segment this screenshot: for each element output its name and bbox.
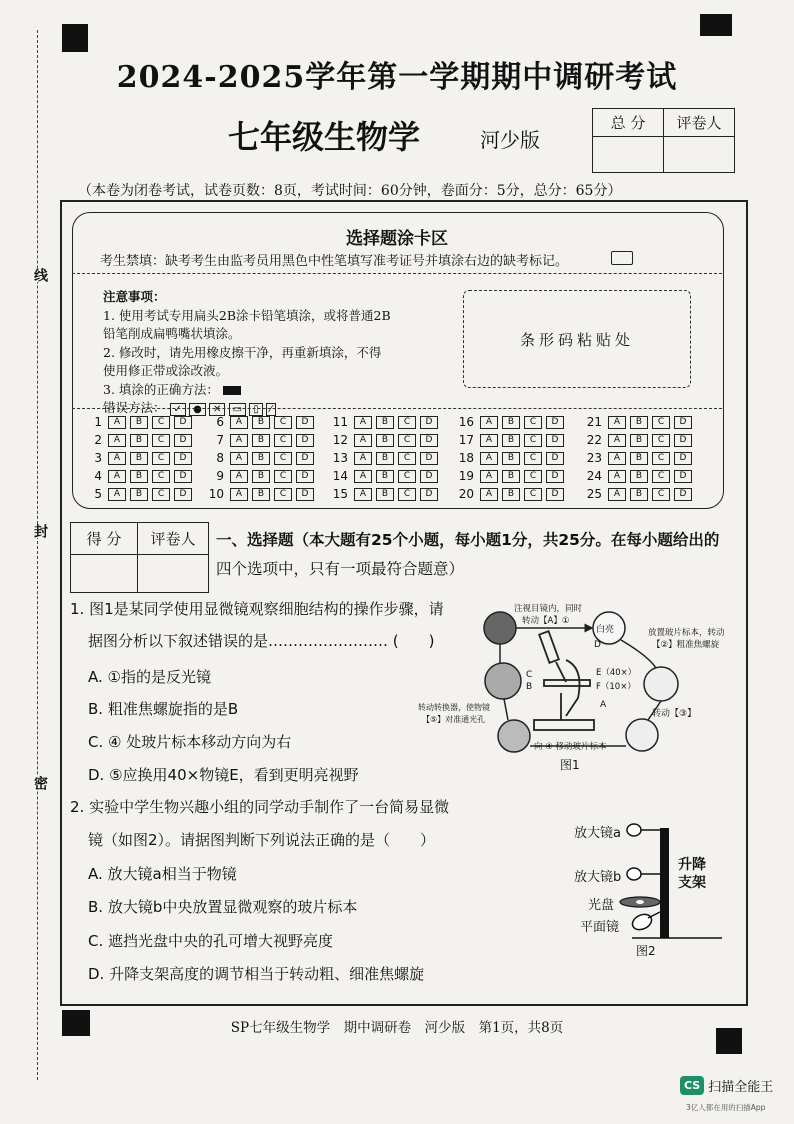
answer-bubble[interactable]: A <box>480 434 498 447</box>
answer-bubble[interactable]: D <box>674 470 692 483</box>
margin-label-seal: 封 <box>32 524 48 538</box>
answer-bubble[interactable]: C <box>652 452 670 465</box>
answer-row <box>584 433 696 447</box>
answer-row <box>84 433 196 447</box>
q1-stem: 1. 图1是某同学使用显微镜观察细胞结构的操作步骤，请 <box>70 600 444 618</box>
question-number: 18 <box>458 451 474 465</box>
scanner-brand: 扫描全能王 <box>708 1080 774 1095</box>
fig1-label: 放置玻片标本，转动 <box>648 628 725 638</box>
answer-bubble[interactable]: C <box>524 488 542 501</box>
answer-bubble[interactable]: B <box>630 470 648 483</box>
answer-row <box>330 469 442 483</box>
answer-bubble[interactable]: B <box>502 470 520 483</box>
answer-bubble[interactable]: A <box>230 416 248 429</box>
answer-bubble[interactable]: D <box>174 488 192 501</box>
answer-bubble[interactable]: A <box>354 452 372 465</box>
exam-info: （本卷为闭卷考试，试卷页数：8页，考试时间：60分钟，卷面分：5分，总分：65分） <box>78 183 622 199</box>
answer-bubble[interactable]: A <box>608 488 626 501</box>
answer-bubble[interactable]: B <box>252 488 270 501</box>
page-footer: SP七年级生物学 期中调研卷 河少版 第1页，共8页 <box>230 1020 564 1036</box>
notes-title: 注意事项： <box>103 289 166 304</box>
fig1-label: 【⑤】对准通光孔 <box>422 715 486 724</box>
question-number: 2 <box>94 433 102 447</box>
answer-bubble[interactable]: C <box>652 434 670 447</box>
answer-bubble[interactable]: C <box>398 470 416 483</box>
question-number: 9 <box>216 469 224 483</box>
answer-row <box>456 415 568 429</box>
total-score-label: 总 分 <box>593 109 664 137</box>
answer-bubble[interactable]: C <box>524 434 542 447</box>
answer-row <box>84 487 196 501</box>
answer-bubble[interactable]: A <box>480 416 498 429</box>
question-number: 22 <box>586 433 602 447</box>
answer-row <box>330 433 442 447</box>
answer-bubble[interactable]: B <box>376 434 394 447</box>
question-number: 4 <box>94 469 102 483</box>
absence-note: 考生禁填：缺考考生由监考员用黑色中性笔填写准考证号并填涂右边的缺考标记。 <box>100 254 569 269</box>
answer-row <box>330 487 442 501</box>
answer-bubble[interactable]: D <box>674 452 692 465</box>
fig1-label: C <box>526 670 533 680</box>
answer-bubble[interactable]: B <box>130 452 148 465</box>
notes-block <box>103 288 391 420</box>
answer-bubble[interactable]: C <box>524 470 542 483</box>
answer-bubble[interactable]: D <box>546 470 564 483</box>
answer-bubble[interactable]: A <box>480 452 498 465</box>
section-grader-cell[interactable] <box>138 555 209 593</box>
answer-bubble[interactable]: D <box>174 434 192 447</box>
answer-bubble[interactable]: A <box>354 416 372 429</box>
fig1-label: B <box>526 682 533 692</box>
answer-row <box>456 433 568 447</box>
q2-option-d[interactable]: D. 升降支架高度的调节相当于转动粗、细准焦螺旋 <box>88 965 425 983</box>
answer-bubble[interactable]: C <box>652 416 670 429</box>
correct-mark-icon <box>223 386 241 395</box>
answer-bubble[interactable]: A <box>608 470 626 483</box>
answer-bubble[interactable]: C <box>152 452 170 465</box>
fig1-label: E（40×） <box>596 668 637 678</box>
question-number: 14 <box>332 469 348 483</box>
fig2-label: 放大镜b <box>574 870 622 885</box>
answer-row <box>206 487 318 501</box>
exam-title: 2024-2025学年第一学期期中调研考试 <box>116 60 678 95</box>
answer-bubble[interactable]: B <box>252 452 270 465</box>
answer-bubble[interactable]: A <box>608 434 626 447</box>
binding-line <box>37 30 38 1080</box>
question-number: 17 <box>458 433 474 447</box>
answer-bubble[interactable]: D <box>174 416 192 429</box>
question-number: 6 <box>216 415 224 429</box>
note-line: 使用修正带或涂改液。 <box>103 363 229 378</box>
answer-bubble[interactable]: A <box>108 452 126 465</box>
answer-bubble[interactable]: B <box>376 470 394 483</box>
question-number: 15 <box>332 487 348 501</box>
answer-bubble[interactable]: A <box>230 434 248 447</box>
answer-bubble[interactable]: A <box>608 452 626 465</box>
q2-stem: 镜（如图2）。请据图判断下列说法正确的是（ ） <box>88 831 436 849</box>
q1-stem: 据图分析以下叙述错误的是…………………… ( ) <box>88 632 435 650</box>
section-score-label: 得 分 <box>71 523 138 555</box>
answer-bubble[interactable]: A <box>354 434 372 447</box>
answer-bubble[interactable]: A <box>230 470 248 483</box>
answer-row <box>584 469 696 483</box>
fig1-label: D <box>594 640 601 650</box>
section-heading: 一、选择题（本大题有25个小题，每小题1分，共25分。在每小题给出的 <box>216 531 720 549</box>
answer-bubble[interactable]: B <box>502 488 520 501</box>
question-number: 25 <box>586 487 602 501</box>
figure-2 <box>572 818 732 962</box>
answer-bubble[interactable]: C <box>274 434 292 447</box>
answer-bubble[interactable]: C <box>152 416 170 429</box>
answer-row <box>330 415 442 429</box>
q1-option-d[interactable]: D. ⑤应换用40×物镜E，看到更明亮视野 <box>88 766 359 784</box>
answer-bubble[interactable]: C <box>398 434 416 447</box>
question-number: 20 <box>458 487 474 501</box>
answer-bubble[interactable]: B <box>502 452 520 465</box>
fig1-label: 白亮 <box>596 625 615 635</box>
barcode-area: 条形码粘贴处 <box>463 290 691 388</box>
answer-bubble[interactable]: D <box>174 452 192 465</box>
question-number: 19 <box>458 469 474 483</box>
answer-bubble[interactable]: A <box>108 434 126 447</box>
fig1-caption: 图1 <box>560 758 580 772</box>
corner-mark <box>62 24 88 52</box>
question-number: 13 <box>332 451 348 465</box>
answer-row <box>84 415 196 429</box>
note-line: 铅笔削成扁鸭嘴状填涂。 <box>103 326 241 341</box>
answer-bubble[interactable]: D <box>674 434 692 447</box>
answer-bubble[interactable]: C <box>152 434 170 447</box>
answer-bubble[interactable]: A <box>608 416 626 429</box>
q1-option-a[interactable]: A. ①指的是反光镜 <box>88 668 211 686</box>
answer-bubble[interactable]: D <box>296 434 314 447</box>
answer-bubble[interactable]: B <box>630 452 648 465</box>
answer-bubble[interactable]: D <box>420 470 438 483</box>
answer-bubble[interactable]: C <box>524 452 542 465</box>
fig1-label: 转动【A】① <box>522 616 570 626</box>
fig1-label: 【②】粗准焦螺旋 <box>652 640 720 650</box>
answer-row <box>584 487 696 501</box>
answer-bubble[interactable]: B <box>252 416 270 429</box>
answer-bubble[interactable]: C <box>652 470 670 483</box>
scanner-logo-icon: CS <box>680 1076 704 1095</box>
answer-bubble[interactable]: A <box>480 470 498 483</box>
answer-bubble[interactable]: D <box>420 434 438 447</box>
answer-row <box>206 415 318 429</box>
question-number: 12 <box>332 433 348 447</box>
note-line: 1. 使用考试专用扁头2B涂卡铅笔填涂，或将普通2B <box>103 307 391 323</box>
answer-row <box>206 433 318 447</box>
answer-bubble[interactable]: D <box>296 488 314 501</box>
grader-cell[interactable] <box>664 137 735 173</box>
fig2-label: 平面镜 <box>580 920 620 935</box>
answer-bubble[interactable]: B <box>376 452 394 465</box>
answer-row <box>584 415 696 429</box>
answer-row <box>456 469 568 483</box>
answer-row <box>84 469 196 483</box>
divider <box>72 273 722 274</box>
total-score-cell[interactable] <box>593 137 664 173</box>
fig2-label: 升降 <box>678 857 706 873</box>
answer-bubble[interactable]: B <box>130 434 148 447</box>
answer-card-title: 选择题涂卡区 <box>346 229 448 249</box>
answer-bubble[interactable]: C <box>524 416 542 429</box>
answer-bubble[interactable]: A <box>230 488 248 501</box>
fig2-label: 光盘 <box>588 898 615 913</box>
question-number: 23 <box>586 451 602 465</box>
question-number: 5 <box>94 487 102 501</box>
answer-bubble[interactable]: D <box>296 470 314 483</box>
answer-bubble[interactable]: C <box>398 452 416 465</box>
answer-bubble[interactable]: C <box>274 470 292 483</box>
q2-option-b[interactable]: B. 放大镜b中央放置显微观察的玻片标本 <box>88 898 358 916</box>
section-grader-label: 评卷人 <box>138 523 209 555</box>
question-number: 10 <box>208 487 224 501</box>
exam-edition: 河少版 <box>480 128 540 152</box>
q2-option-a[interactable]: A. 放大镜a相当于物镜 <box>88 865 237 883</box>
fig2-label: 放大镜a <box>574 826 621 841</box>
answer-bubble[interactable]: D <box>420 452 438 465</box>
answer-row <box>584 451 696 465</box>
answer-bubble[interactable]: B <box>130 470 148 483</box>
fig1-label: 向 ④ 移动玻片标本 <box>534 742 607 752</box>
total-score-box <box>592 108 735 173</box>
answer-bubble[interactable]: B <box>502 416 520 429</box>
fig2-label: 支架 <box>678 875 706 891</box>
q1-option-b[interactable]: B. 粗准焦螺旋指的是B <box>88 700 239 718</box>
answer-bubble[interactable]: B <box>630 488 648 501</box>
section-heading-2: 四个选项中，只有一项最符合题意） <box>216 560 465 578</box>
answer-bubble[interactable]: A <box>108 470 126 483</box>
answer-bubble[interactable]: D <box>546 416 564 429</box>
scanner-watermark <box>680 1076 773 1095</box>
scanner-tagline: 3亿人都在用的扫描App <box>686 1103 766 1112</box>
answer-bubble[interactable]: B <box>130 488 148 501</box>
grader-label: 评卷人 <box>664 109 735 137</box>
answer-bubble[interactable]: D <box>174 470 192 483</box>
section-score-cell[interactable] <box>71 555 138 593</box>
note-line: 2. 修改时，请先用橡皮擦干净，再重新填涂，不得 <box>103 344 382 360</box>
answer-bubble[interactable]: C <box>274 488 292 501</box>
answer-bubble[interactable]: D <box>296 416 314 429</box>
corner-mark <box>700 14 732 36</box>
answer-bubble[interactable]: C <box>152 470 170 483</box>
answer-bubble[interactable]: C <box>274 416 292 429</box>
fig1-label: 转动【③】 <box>652 709 697 719</box>
answer-bubble[interactable]: D <box>420 488 438 501</box>
question-number: 21 <box>586 415 602 429</box>
note-line: 错误方法： ✓ ● ✕ ▭ ▯ ⁄ <box>103 399 391 420</box>
absence-mark-box[interactable] <box>611 251 633 265</box>
answer-bubble[interactable]: B <box>376 488 394 501</box>
fig2-caption: 图2 <box>636 944 656 958</box>
note-line: 3. 填涂的正确方法： <box>103 381 391 400</box>
answer-row <box>206 469 318 483</box>
q2-option-c[interactable]: C. 遮挡光盘中央的孔可增大视野亮度 <box>88 932 334 950</box>
answer-row <box>456 451 568 465</box>
question-number: 7 <box>216 433 224 447</box>
answer-bubble[interactable]: C <box>152 488 170 501</box>
answer-bubble[interactable]: A <box>108 416 126 429</box>
fig1-label: 转动转换器，使物镜 <box>418 703 490 712</box>
answer-bubble[interactable]: A <box>354 488 372 501</box>
exam-subtitle: 七年级生物学 <box>228 118 421 156</box>
fig1-label: 注视目镜内，同时 <box>514 604 583 614</box>
q2-stem: 2. 实验中学生物兴趣小组的同学动手制作了一台简易显微 <box>70 798 450 816</box>
answer-bubble[interactable]: C <box>398 488 416 501</box>
question-number: 11 <box>332 415 348 429</box>
question-number: 16 <box>458 415 474 429</box>
answer-bubble[interactable]: B <box>630 416 648 429</box>
answer-bubble[interactable]: D <box>546 434 564 447</box>
divider <box>72 408 722 409</box>
figure-1 <box>416 598 742 774</box>
answer-bubble[interactable]: A <box>230 452 248 465</box>
question-number: 24 <box>586 469 602 483</box>
margin-label-secret: 密 <box>32 776 48 790</box>
answer-bubble[interactable]: C <box>652 488 670 501</box>
answer-bubble[interactable]: B <box>630 434 648 447</box>
margin-label-line: 线 <box>32 268 48 282</box>
answer-bubble[interactable]: D <box>296 452 314 465</box>
answer-bubble[interactable]: A <box>108 488 126 501</box>
answer-bubble[interactable]: B <box>252 470 270 483</box>
answer-row <box>456 487 568 501</box>
wrong-mark-icons: ✓ ● ✕ ▭ ▯ ⁄ <box>170 403 276 416</box>
answer-bubble[interactable]: D <box>546 452 564 465</box>
question-number: 3 <box>94 451 102 465</box>
answer-bubble[interactable]: A <box>354 470 372 483</box>
answer-bubble[interactable]: C <box>398 416 416 429</box>
fig1-label: F（10×） <box>596 682 636 692</box>
answer-bubble[interactable]: B <box>252 434 270 447</box>
answer-bubble[interactable]: A <box>480 488 498 501</box>
q1-option-c[interactable]: C. ④ 处玻片标本移动方向为右 <box>88 733 292 751</box>
answer-row <box>84 451 196 465</box>
question-number: 8 <box>216 451 224 465</box>
fig1-label: A <box>600 700 607 710</box>
answer-bubble[interactable]: D <box>546 488 564 501</box>
section-score-box <box>70 522 209 593</box>
answer-bubble[interactable]: D <box>674 488 692 501</box>
answer-bubble[interactable]: B <box>130 416 148 429</box>
answer-bubble[interactable]: C <box>274 452 292 465</box>
answer-bubble[interactable]: B <box>376 416 394 429</box>
answer-bubble[interactable]: D <box>420 416 438 429</box>
answer-row <box>206 451 318 465</box>
answer-row <box>330 451 442 465</box>
question-number: 1 <box>94 415 102 429</box>
answer-bubble[interactable]: D <box>674 416 692 429</box>
answer-bubble[interactable]: B <box>502 434 520 447</box>
